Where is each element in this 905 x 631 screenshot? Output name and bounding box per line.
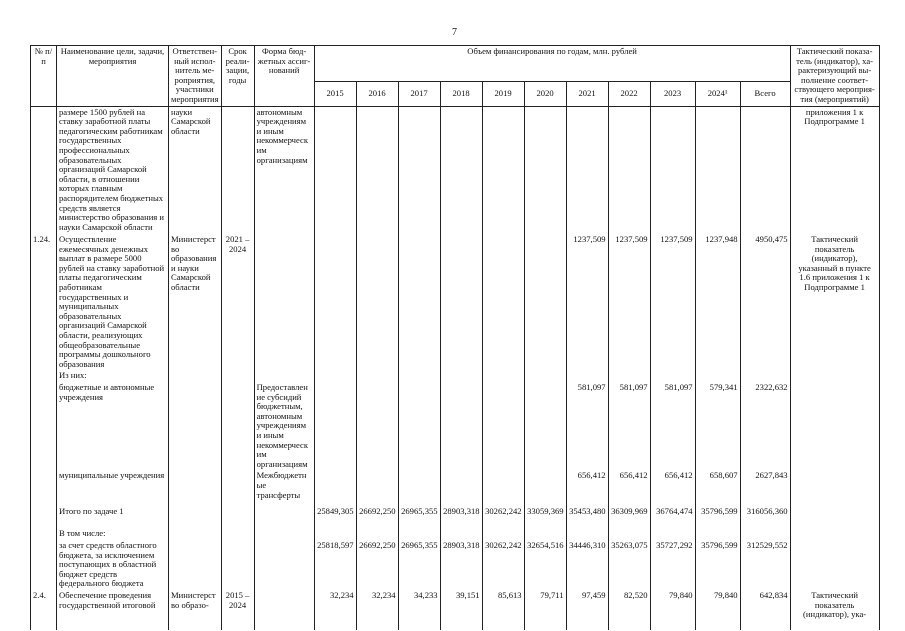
cell-value: 36309,969: [608, 506, 650, 528]
cell-value: [740, 106, 790, 234]
header-form: Форма бюд-жетных ассиг-нований: [254, 46, 314, 107]
cell-value: [356, 234, 398, 370]
cell-value: 35796,599: [695, 506, 740, 528]
header-indicator: Тактический показа-тель (индикатор), ха-рактеризующий вы-полнение соответ-ствующего мероприя-тия (мероприятий): [790, 46, 879, 107]
cell-value: 26692,250: [356, 506, 398, 528]
cell-value: 1237,509: [608, 234, 650, 370]
table-row: [31, 106, 880, 234]
cell-value: 26692,250: [356, 540, 398, 590]
cell-responsible: [169, 470, 222, 506]
cell-value: [314, 234, 356, 370]
cell-value: 35453,480: [566, 506, 608, 528]
cell-name: бюджетные и автономные учреждения: [57, 382, 169, 470]
cell-responsible: [169, 506, 222, 528]
cell-value: [524, 234, 566, 370]
cell-value: 85,613: [482, 590, 524, 630]
cell-term: [221, 506, 254, 528]
cell-value: [398, 470, 440, 506]
cell-value: 656,412: [650, 470, 695, 506]
cell-value: 28903,318: [440, 506, 482, 528]
page-number: 7: [452, 27, 457, 38]
cell-value: [650, 106, 695, 234]
cell-term: [221, 370, 254, 382]
cell-value: [314, 382, 356, 470]
cell-term: [221, 106, 254, 234]
cell-term: [221, 540, 254, 590]
cell-value: 26965,355: [398, 506, 440, 528]
cell-value: [566, 106, 608, 234]
cell-value: [440, 234, 482, 370]
cell-name: за счет средств областного бюджета, за исключением поступающих в областной бюджет средств федерального бюджета: [57, 540, 169, 590]
cell-term: [221, 382, 254, 470]
cell-indicator: Тактический показатель (индикатор), ука-: [790, 590, 879, 630]
cell-name: размере 1500 рублей на ставку заработной платы педагогическим работникам государственных профессиональных образовательных организаций Самарской области, в отношении которых главным распорядителем бюджетных средств является министерство образования и науки Самарской области: [57, 106, 169, 234]
header-year: Всего: [740, 81, 790, 106]
cell-value: 2322,632: [740, 382, 790, 470]
cell-value: [356, 382, 398, 470]
cell-value: [695, 106, 740, 234]
cell-value: 32,234: [356, 590, 398, 630]
cell-name: В том числе:: [57, 528, 169, 540]
cell-value: 79,840: [695, 590, 740, 630]
header-year: 2023: [650, 81, 695, 106]
header-volume: Объем финансирования по годам, млн. рублей: [314, 46, 790, 82]
cell-value: 312529,552: [740, 540, 790, 590]
cell-form: [254, 528, 314, 540]
cell-value: [314, 370, 356, 382]
cell-value: [650, 528, 695, 540]
cell-value: [524, 370, 566, 382]
cell-value: [356, 106, 398, 234]
cell-value: 1237,509: [566, 234, 608, 370]
cell-value: [356, 470, 398, 506]
cell-indicator: [790, 540, 879, 590]
cell-indicator: приложения 1 к Подпрограмме 1: [790, 106, 879, 234]
cell-value: [440, 370, 482, 382]
cell-value: [482, 106, 524, 234]
cell-value: 34,233: [398, 590, 440, 630]
cell-value: 579,341: [695, 382, 740, 470]
cell-value: 34446,310: [566, 540, 608, 590]
cell-value: [314, 106, 356, 234]
cell-responsible: [169, 370, 222, 382]
cell-num: [31, 106, 57, 234]
cell-responsible: Министерство образования и науки Самарской области: [169, 234, 222, 370]
cell-num: [31, 528, 57, 540]
cell-value: [482, 370, 524, 382]
cell-num: [31, 382, 57, 470]
table-row: [31, 382, 880, 470]
cell-indicator: [790, 506, 879, 528]
cell-num: [31, 370, 57, 382]
cell-indicator: [790, 528, 879, 540]
cell-value: 4950,475: [740, 234, 790, 370]
cell-value: [482, 470, 524, 506]
cell-form: Межбюджетные трансферты: [254, 470, 314, 506]
cell-value: 32654,516: [524, 540, 566, 590]
table-row: [31, 540, 880, 590]
cell-value: [440, 382, 482, 470]
table-row: [31, 528, 880, 540]
cell-value: 642,834: [740, 590, 790, 630]
cell-value: [608, 106, 650, 234]
cell-name: Из них:: [57, 370, 169, 382]
cell-value: [524, 528, 566, 540]
cell-value: [356, 528, 398, 540]
cell-form: [254, 234, 314, 370]
cell-value: 79,711: [524, 590, 566, 630]
cell-num: [31, 470, 57, 506]
table-row: [31, 506, 880, 528]
cell-value: [524, 106, 566, 234]
cell-value: 2627,843: [740, 470, 790, 506]
cell-responsible: Министерство образо-: [169, 590, 222, 630]
header-year: 2021: [566, 81, 608, 106]
cell-value: [440, 106, 482, 234]
cell-value: 25818,597: [314, 540, 356, 590]
header-year: 2017: [398, 81, 440, 106]
cell-value: 656,412: [566, 470, 608, 506]
cell-value: [695, 528, 740, 540]
cell-value: [356, 370, 398, 382]
cell-num: [31, 540, 57, 590]
cell-value: [314, 528, 356, 540]
header-year: 2018: [440, 81, 482, 106]
cell-form: автономным учреждениям и иным некоммерческим организациям: [254, 106, 314, 234]
cell-term: 2015 – 2024: [221, 590, 254, 630]
cell-indicator: Тактический показатель (индикатор), указанный в пункте 1.6 приложения 1 к Подпрограмме 1: [790, 234, 879, 370]
cell-value: [398, 528, 440, 540]
cell-name: муниципальные учреждения: [57, 470, 169, 506]
cell-value: 35727,292: [650, 540, 695, 590]
cell-value: [566, 528, 608, 540]
header-year: 2019: [482, 81, 524, 106]
cell-value: 33059,369: [524, 506, 566, 528]
cell-value: [482, 234, 524, 370]
cell-num: 2.4.: [31, 590, 57, 630]
cell-value: [608, 370, 650, 382]
cell-value: [398, 382, 440, 470]
cell-name: Осуществление ежемесячных денежных выплат в размере 5000 рублей на ставку заработной платы педагогическим работникам государственных и муниципальных образовательных организаций Самарской области, реализующих общеобразовательные программы дошкольного образования: [57, 234, 169, 370]
financing-table: [30, 45, 880, 630]
cell-value: 36764,474: [650, 506, 695, 528]
cell-value: 581,097: [608, 382, 650, 470]
cell-value: 82,520: [608, 590, 650, 630]
cell-form: Предоставление субсидий бюджетным, автономным учреждениям и иным некоммерческим организациям: [254, 382, 314, 470]
cell-value: [314, 470, 356, 506]
header-year: 2024¹: [695, 81, 740, 106]
cell-responsible: [169, 382, 222, 470]
cell-value: 581,097: [566, 382, 608, 470]
cell-value: [695, 370, 740, 382]
cell-value: [482, 528, 524, 540]
cell-num: [31, 506, 57, 528]
header-year: 2016: [356, 81, 398, 106]
cell-num: 1.24.: [31, 234, 57, 370]
cell-value: [398, 234, 440, 370]
cell-name: Итого по задаче 1: [57, 506, 169, 528]
cell-value: 30262,242: [482, 506, 524, 528]
cell-form: [254, 506, 314, 528]
cell-value: 35263,075: [608, 540, 650, 590]
table-row: [31, 590, 880, 630]
cell-value: 35796,599: [695, 540, 740, 590]
cell-value: [398, 370, 440, 382]
header-year: 2022: [608, 81, 650, 106]
cell-responsible: науки Самарской области: [169, 106, 222, 234]
cell-value: 32,234: [314, 590, 356, 630]
cell-value: [650, 370, 695, 382]
cell-value: 39,151: [440, 590, 482, 630]
cell-responsible: [169, 528, 222, 540]
cell-value: [608, 528, 650, 540]
cell-value: 1237,948: [695, 234, 740, 370]
cell-value: 30262,242: [482, 540, 524, 590]
header-term: Срок реали-зации, годы: [221, 46, 254, 107]
cell-form: [254, 590, 314, 630]
table-row: [31, 234, 880, 370]
cell-value: [482, 382, 524, 470]
cell-indicator: [790, 470, 879, 506]
cell-value: 656,412: [608, 470, 650, 506]
cell-value: [740, 528, 790, 540]
header-year: 2020: [524, 81, 566, 106]
cell-name: Обеспечение проведения государственной итоговой: [57, 590, 169, 630]
cell-value: 26965,355: [398, 540, 440, 590]
cell-term: 2021 – 2024: [221, 234, 254, 370]
table-row: [31, 470, 880, 506]
cell-value: 316056,360: [740, 506, 790, 528]
header-responsible: Ответствен-ный испол-нитель ме-роприятия, участники мероприятия: [169, 46, 222, 107]
cell-value: 25849,305: [314, 506, 356, 528]
cell-form: [254, 540, 314, 590]
cell-value: 1237,509: [650, 234, 695, 370]
cell-term: [221, 470, 254, 506]
cell-responsible: [169, 540, 222, 590]
header-name: Наименование цели, задачи, мероприятия: [57, 46, 169, 107]
cell-value: [566, 370, 608, 382]
cell-value: 28903,318: [440, 540, 482, 590]
header-year: 2015: [314, 81, 356, 106]
cell-value: [740, 370, 790, 382]
cell-value: [524, 470, 566, 506]
cell-form: [254, 370, 314, 382]
cell-value: [398, 106, 440, 234]
cell-value: 79,840: [650, 590, 695, 630]
table-row: [31, 370, 880, 382]
cell-term: [221, 528, 254, 540]
cell-value: 581,097: [650, 382, 695, 470]
cell-value: [440, 528, 482, 540]
cell-value: 658,607: [695, 470, 740, 506]
cell-value: [440, 470, 482, 506]
cell-indicator: [790, 382, 879, 470]
cell-value: [524, 382, 566, 470]
cell-value: 97,459: [566, 590, 608, 630]
header-num: № п/п: [31, 46, 57, 107]
cell-indicator: [790, 370, 879, 382]
